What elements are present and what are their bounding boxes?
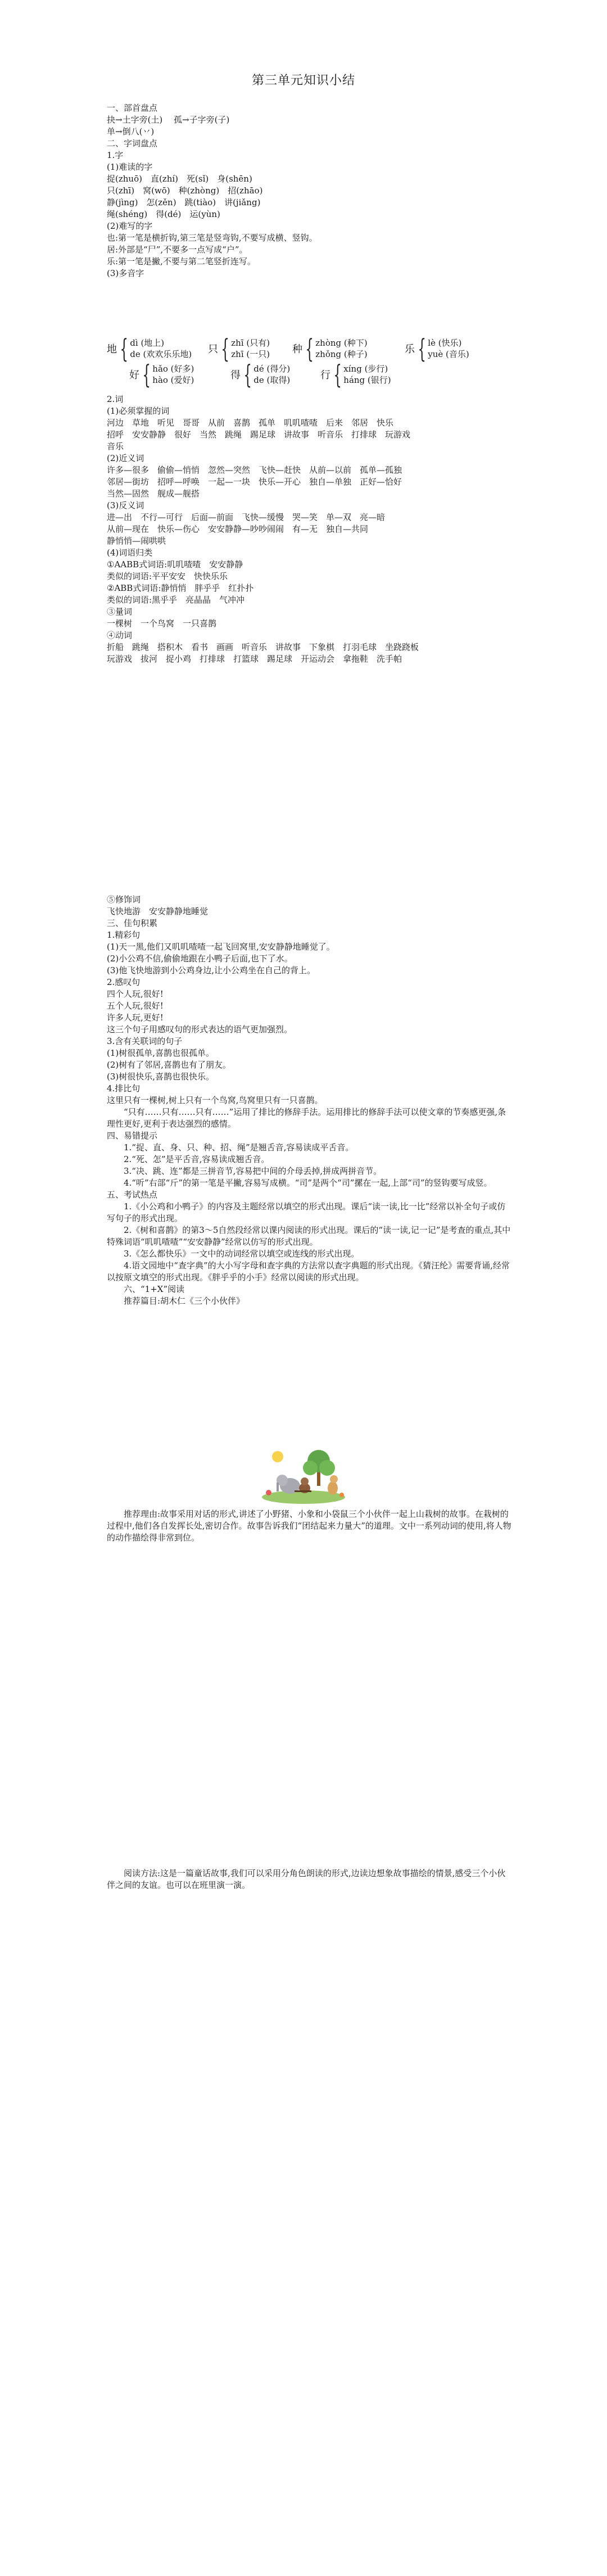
text-line: 玩游戏 拔河 捉小鸡 打排球 打篮球 踢足球 开运动会 拿拖鞋 洗手帕 bbox=[107, 654, 402, 664]
poly-reading: dì (地上) bbox=[130, 338, 165, 348]
poly-reading: zhī (一只) bbox=[231, 349, 270, 359]
poly-item: 只 { zhī (只有) zhī (一只) bbox=[208, 333, 270, 364]
text-line: ④动词 bbox=[107, 630, 133, 640]
text-line: 类似的词语:黑乎乎 亮晶晶 气冲冲 bbox=[107, 595, 245, 605]
section-heading: 二、字词盘点 bbox=[107, 138, 158, 148]
section-sentences bbox=[107, 894, 511, 1307]
section-reading-method bbox=[107, 1868, 511, 1891]
poly-reading: dé (得分) bbox=[253, 364, 291, 374]
story-illustration bbox=[261, 1449, 346, 1504]
text-line: 五个人玩,很好! bbox=[107, 1001, 164, 1011]
paragraph: 2.“死、怎”是平舌音,容易读成翘舌音。 bbox=[124, 1154, 270, 1164]
text-line: 当然—固然 舰成—舰搭 bbox=[107, 489, 200, 499]
text-line: 邻居—街坊 招呼—呼唤 一起—一块 快乐—开心 独自—单独 正好—恰好 bbox=[107, 477, 402, 487]
subheading: (3)反义词 bbox=[107, 500, 144, 510]
text-line: ③量词 bbox=[107, 607, 133, 617]
poly-char: 得 bbox=[230, 369, 241, 381]
paragraph: 3.《怎么都快乐》一文中的动词经常以填空或连线的形式出现。 bbox=[124, 1249, 360, 1259]
text-line: 3.含有关联词的句子 bbox=[107, 1036, 183, 1046]
poly-item: 地 { dì (地上) de (欢欢乐乐地) bbox=[107, 333, 192, 364]
subheading: (1)难读的字 bbox=[107, 162, 153, 172]
paragraph: 4.“听”右部“斤”的第一笔是平撇,容易写成横。“司”是两个“司”摞在一起,上部“司”的竖钩要写成竖。 bbox=[124, 1178, 492, 1188]
text-line: 乐:第一笔是撇,不要与第二笔竖折连写。 bbox=[107, 256, 256, 266]
text-line: 4.排比句 bbox=[107, 1083, 141, 1093]
text-line: 居:外部是“尸”,不要多一点写成“户”。 bbox=[107, 245, 248, 255]
page-title: 第三单元知识小结 bbox=[251, 74, 355, 88]
text-line: 折船 跳绳 搭积木 看书 画画 听音乐 讲故事 下象棋 打羽毛球 坐跷跷板 bbox=[107, 642, 419, 652]
text-line: 单→倒八(丷) bbox=[107, 126, 155, 137]
poly-reading: de (欢欢乐乐地) bbox=[130, 349, 192, 359]
poly-reading: zhǒng (种子) bbox=[315, 349, 368, 359]
text-line: 只(zhī) 窝(wō) 种(zhòng) 招(zhāo) bbox=[107, 186, 263, 196]
section-radicals bbox=[107, 102, 511, 279]
text-line: 这里只有一棵树,树上只有一个鸟窝,鸟窝里只有一只喜鹊。 bbox=[107, 1095, 323, 1105]
subheading: (2)难写的字 bbox=[107, 221, 153, 231]
subheading: ⑤修饰词 bbox=[107, 894, 141, 905]
text-line: 1.精彩句 bbox=[107, 930, 141, 940]
paragraph: 2.《树和喜鹊》的第3～5自然段经常以课内阅读的形式出现。课后的“读一读,记一记”是考查的重点,其中特殊词语“叽叽喳喳”“安安静静”经常以仿写的形式出现。 bbox=[107, 1225, 511, 1247]
poly-item: 行 { xíng (步行) háng (银行) bbox=[320, 359, 391, 390]
poly-char: 种 bbox=[292, 344, 302, 355]
subheading: (2)近义词 bbox=[107, 453, 144, 463]
text-line: 静(jìng) 怎(zěn) 跳(tiào) 讲(jiǎng) bbox=[107, 197, 261, 207]
text-line: 进—出 不行—可行 后面—前面 飞快—缓慢 哭—笑 单—双 亮—暗 bbox=[107, 512, 386, 522]
poly-reading: zhòng (种下) bbox=[315, 338, 368, 348]
subheading: (4)词语归类 bbox=[107, 548, 153, 558]
poly-reading: xíng (步行) bbox=[343, 364, 388, 374]
text-line: 静悄悄—闹哄哄 bbox=[107, 536, 166, 546]
poly-reading: hǎo (好多) bbox=[152, 364, 194, 374]
text-line: 这三个句子用感叹句的形式表达的语气更加强烈。 bbox=[107, 1024, 293, 1034]
paragraph: 1.“捉、直、身、只、种、招、绳”是翘舌音,容易读成平舌音。 bbox=[124, 1142, 354, 1153]
text-line: 也:第一笔是横折钩,第三笔是竖弯钩,不要写成横、竖钩。 bbox=[107, 233, 318, 243]
poly-char: 地 bbox=[107, 344, 117, 355]
text-line: 许多人玩,更好! bbox=[107, 1013, 164, 1023]
text-line: 一棵树 一个鸟窝 一只喜鹊 bbox=[107, 618, 217, 629]
text-line: 抉→土字旁(土) 孤→子字旁(子) bbox=[107, 115, 230, 125]
text-line: 音乐 bbox=[107, 441, 124, 451]
text-line: 2.词 bbox=[107, 394, 124, 404]
poly-item: 得 { dé (得分) de (取得) bbox=[230, 359, 291, 390]
text-line: (1)天一黑,他们又叽叽喳喳一起飞回窝里,安安静静地睡觉了。 bbox=[107, 942, 335, 952]
paragraph: “只有……只有……只有……”运用了排比的修辞手法。运用排比的修辞手法可以使文章的节奏感更强,条理性更好,更利于表达强烈的感情。 bbox=[107, 1107, 506, 1129]
text-line: 四个人玩,很好! bbox=[107, 989, 164, 999]
poly-char: 只 bbox=[208, 344, 218, 355]
text-line: 类似的词语:平平安安 快快乐乐 bbox=[107, 571, 228, 581]
poly-reading: lè (快乐) bbox=[428, 338, 462, 348]
polyphonic-table bbox=[107, 333, 534, 390]
text-line: 2.感叹句 bbox=[107, 977, 141, 987]
poly-char: 行 bbox=[320, 369, 330, 381]
section-heading: 五、考试热点 bbox=[107, 1190, 158, 1200]
text-line: (3)他飞快地游到小公鸡身边,让小公鸡坐在自己的背上。 bbox=[107, 965, 316, 975]
text-line: 许多—很多 偷偷—悄悄 忽然—突然 飞快—赶快 从前—以前 孤单—孤独 bbox=[107, 465, 402, 475]
poly-reading: zhī (只有) bbox=[231, 338, 270, 348]
text-line: ①AABB式词语:叽叽喳喳 安安静静 bbox=[107, 559, 243, 570]
poly-reading: hào (爱好) bbox=[152, 375, 194, 385]
paragraph: 1.《小公鸡和小鸭子》的内容及主题经常以填空的形式出现。课后“读一读,比一比”经常以补全句子或仿写句子的形式出现。 bbox=[107, 1201, 506, 1223]
poly-item: 乐 { lè (快乐) yuè (音乐) bbox=[405, 333, 469, 364]
text-line: 捉(zhuō) 直(zhí) 死(sǐ) 身(shēn) bbox=[107, 174, 252, 184]
poly-item: 种 { zhòng (种下) zhǒng (种子) bbox=[292, 333, 368, 364]
text-line: 绳(shéng) 得(dé) 运(yùn) bbox=[107, 209, 220, 219]
poly-reading: háng (银行) bbox=[343, 375, 391, 385]
text-line: 招呼 安安静静 很好 当然 跳绳 踢足球 讲故事 听音乐 打排球 玩游戏 bbox=[107, 430, 411, 440]
section-heading: 三、佳句积累 bbox=[107, 918, 158, 928]
text-line: (1)树很孤单,喜鹊也很孤单。 bbox=[107, 1048, 215, 1058]
poly-char: 好 bbox=[129, 369, 139, 381]
section-heading: 一、部首盘点 bbox=[107, 103, 158, 113]
text-line: 1.字 bbox=[107, 150, 124, 160]
text-line: 飞快地游 安安静静地睡觉 bbox=[107, 906, 209, 916]
subheading: (1)必须掌握的词 bbox=[107, 406, 170, 416]
text-line: ②ABB式词语:静悄悄 胖乎乎 红扑扑 bbox=[107, 583, 254, 593]
subheading: (3)多音字 bbox=[107, 268, 144, 278]
text-line: 从前—现在 快乐—伤心 安安静静—吵吵闹闹 有—无 独自—共同 bbox=[107, 524, 369, 534]
section-heading: 六、“1+X”阅读 bbox=[124, 1284, 185, 1294]
paragraph: 3.“决、跳、连”都是三拼音节,容易把中间的介母丢掉,拼成两拼音节。 bbox=[124, 1166, 382, 1176]
paragraph: 推荐理由:故事采用对话的形式,讲述了小野猪、小象和小袋鼠三个小伙伴一起上山栽树的故事。在栽树的过程中,他们各自发挥长处,密切合作。故事告诉我们“团结起来力量大”的道理。文中一系列动词的使用,将人物的动作描绘得非常到位。 bbox=[107, 1509, 511, 1543]
text-line: 河边 草地 听见 哥哥 从前 喜鹊 孤单 叽叽喳喳 后来 邻居 快乐 bbox=[107, 418, 394, 428]
section-words bbox=[107, 394, 511, 665]
tree-planting-scene-illustration bbox=[261, 1449, 346, 1504]
poly-item: 好 { hǎo (好多) hào (爱好) bbox=[129, 359, 194, 390]
text-line: (2)小公鸡不信,偷偷地跟在小鸭子后面,也下了水。 bbox=[107, 953, 293, 964]
text-line: (2)树有了邻居,喜鹊也有了朋友。 bbox=[107, 1060, 232, 1070]
paragraph: 阅读方法:这是一篇童话故事,我们可以采用分角色朗读的形式,边读边想象故事描绘的情景,感受三个小伙伴之间的友谊。也可以在班里演一演。 bbox=[107, 1868, 506, 1890]
paragraph: 4.语文园地中“查字典”的大小写字母和查字典的方法常以查字典题的形式出现。《猜汪纶》需要背诵,经常以按原文填空的形式出现。《胖乎乎的小手》经常以阅读的形式出现。 bbox=[107, 1260, 510, 1282]
section-recommend-reason bbox=[107, 1508, 511, 1544]
text-line: (3)树很快乐,喜鹊也很快乐。 bbox=[107, 1072, 215, 1082]
text-line: 推荐篇目:胡木仁《三个小伙伴》 bbox=[124, 1296, 245, 1306]
section-heading: 四、易错提示 bbox=[107, 1131, 158, 1141]
poly-reading: yuè (音乐) bbox=[428, 349, 469, 359]
poly-char: 乐 bbox=[405, 344, 415, 355]
poly-reading: de (取得) bbox=[253, 375, 291, 385]
